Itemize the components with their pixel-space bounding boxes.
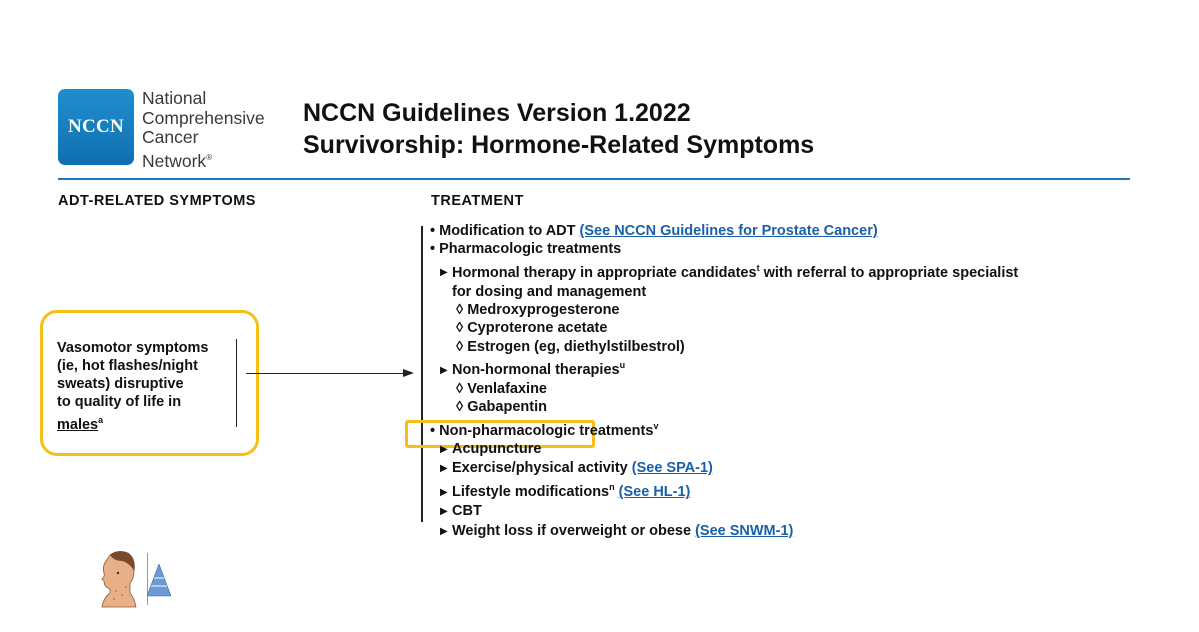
list-item: • Modification to ADT (See NCCN Guidelines for Prostate Cancer) xyxy=(430,223,878,239)
treatment-heading: TREATMENT xyxy=(431,193,524,209)
list-item: ▶ Acupuncture xyxy=(430,440,1130,459)
organization-name xyxy=(142,89,292,171)
list-item: ◊ Estrogen (eg, diethylstilbestrol) xyxy=(456,338,685,355)
org-name-line: Network xyxy=(142,150,207,171)
symptom-line: to quality of life in xyxy=(57,394,182,410)
title-line-1: NCCN Guidelines Version 1.2022 xyxy=(303,99,691,127)
list-item: • Non-pharmacologic treatments$^v$ xyxy=(430,420,659,439)
triangle-bullet-icon: ▶ xyxy=(440,525,448,537)
org-name-line: Cancer xyxy=(142,127,199,147)
footnote-n: n xyxy=(609,482,615,493)
page-title xyxy=(303,97,814,161)
list-item: ▶ Hormonal therapy in appropriate candidates$^t$ with referral to appropriate specialist xyxy=(430,259,1130,283)
list-item: ◊ Gabapentin xyxy=(456,399,547,416)
title-line-2: Survivorship: Hormone-Related Symptoms xyxy=(303,131,815,159)
footnote-u: u xyxy=(619,359,626,370)
snwm-1-link[interactable]: (See SNWM-1) xyxy=(695,522,794,539)
flow-arrow xyxy=(246,373,404,374)
symptom-last-word: males xyxy=(57,416,99,433)
symptom-bracket xyxy=(236,339,237,427)
triangle-bullet-icon: ▶ xyxy=(440,364,448,376)
treatment-bracket xyxy=(421,226,423,522)
triangle-bullet-icon: ▶ xyxy=(440,443,448,455)
pyramid-icon xyxy=(147,564,171,598)
list-item: • Pharmacologic treatments xyxy=(430,241,622,258)
footnote-a: a xyxy=(98,415,104,425)
symptoms-heading: ADT-RELATED SYMPTOMS xyxy=(58,193,256,209)
org-name-line: Comprehensive xyxy=(142,107,265,128)
logo-text: NCCN xyxy=(67,116,125,137)
spa-1-link[interactable]: (See SPA-1) xyxy=(631,460,713,477)
symptom-line: Vasomotor symptoms xyxy=(57,340,209,356)
header-divider xyxy=(58,178,1130,180)
list-item: ◊ Medroxyprogesterone xyxy=(456,302,620,319)
list-item: ▶ Exercise/physical activity (See SPA-1) xyxy=(430,459,1130,478)
triangle-bullet-icon: ▶ xyxy=(440,506,448,518)
registered-mark: ® xyxy=(206,152,213,162)
footnote-t: t xyxy=(756,262,760,273)
symptom-line: sweats) disruptive xyxy=(57,376,184,392)
triangle-bullet-icon: ▶ xyxy=(440,463,448,475)
head-profile-icon xyxy=(96,549,140,609)
hl-1-link[interactable]: (See HL-1) xyxy=(618,484,691,501)
list-item-continuation: for dosing and management xyxy=(452,283,647,300)
list-item: ▶ CBT xyxy=(430,502,1130,521)
org-name-line: National xyxy=(142,88,207,108)
prostate-cancer-link[interactable]: (See NCCN Guidelines for Prostate Cancer) xyxy=(579,223,878,239)
nccn-logo xyxy=(58,89,134,165)
footnote-v: v xyxy=(653,420,659,431)
arrow-head-icon xyxy=(403,369,414,377)
list-item: ▶ Lifestyle modifications$^n$ (See HL-1) xyxy=(430,478,1130,502)
list-item: ▶ Non-hormonal therapies$^u$ xyxy=(430,356,1130,380)
treatment-list xyxy=(430,222,1130,541)
symptom-text xyxy=(57,339,237,434)
triangle-bullet-icon: ▶ xyxy=(440,267,448,279)
list-item: ◊ Cyproterone acetate xyxy=(456,320,608,337)
list-item: ▶ Weight loss if overweight or obese (See SNWM-1) xyxy=(430,522,1130,541)
list-item: ◊ Venlafaxine xyxy=(456,381,547,398)
triangle-bullet-icon: ▶ xyxy=(440,487,448,499)
symptom-line: (ie, hot flashes/night xyxy=(57,358,198,374)
